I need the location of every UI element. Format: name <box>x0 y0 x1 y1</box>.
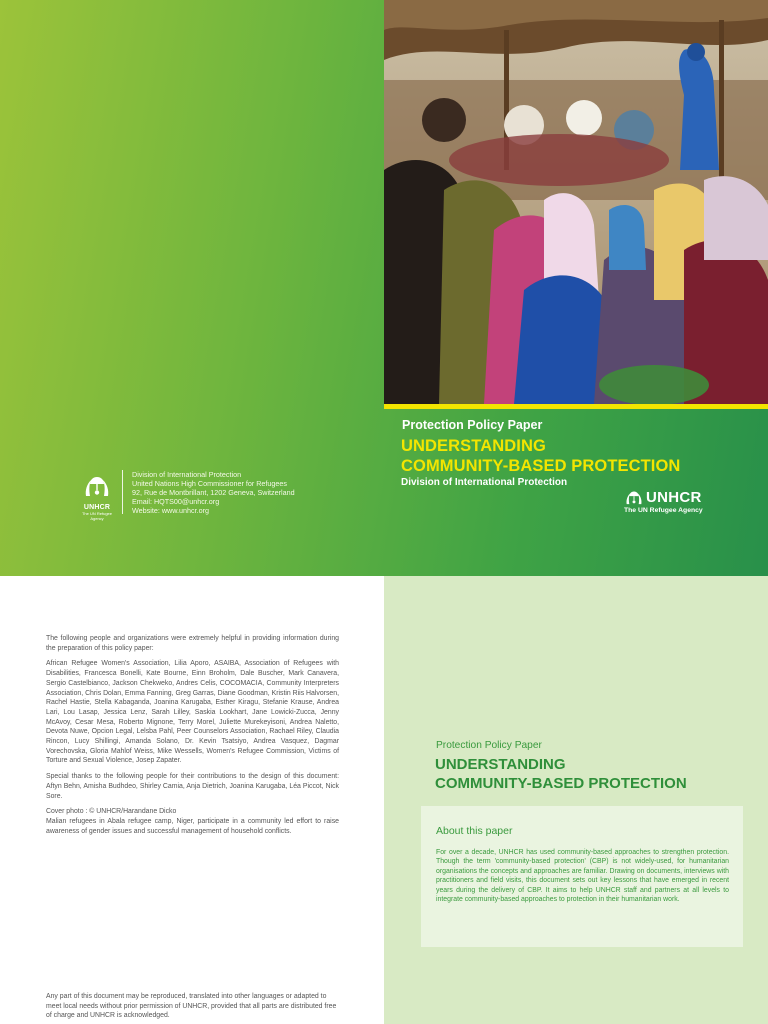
back-address-block <box>132 470 352 515</box>
acknowledgements <box>46 634 339 836</box>
inside-right-page <box>384 576 768 1024</box>
front-title-line1: UNDERSTANDING <box>401 437 546 455</box>
inside-title <box>435 755 687 793</box>
reproduction-note: Any part of this document may be reproduced, translated into other languages or adapted to meet local needs without prior permission of UNHCR, provided that all parts are distributed free of charge and UNHCR is acknowledged. <box>46 993 337 1020</box>
community-meeting-photo <box>384 0 768 404</box>
about-body: For over a decade, UNHCR has used community-based approaches to strengthen protection. Though the term 'community-based protection' (CBP) is not widely-used, for humanitarian organisations the concepts and approaches are familiar. Drawing on documents, interviews with practitioners and field visits, this document sets out key lessons that have emerged in recent years during the delivery of CBP. It aims to help UNHCR staff and partners at all levels to integrate community-based approaches to protection in their humanitarian work. <box>436 849 729 904</box>
unhcr-emblem-icon <box>82 474 112 498</box>
ack-special-thanks: Special thanks to the following people for their contributions to the design of this document: Aftyn Behn, Amisha Budhdeo, Shirley Camia, Anja Dietrich, Joanina Karugaba, Léa Piccot, Nick Sore. <box>46 773 339 800</box>
front-unhcr-logo <box>624 489 703 514</box>
inside-title-line1: UNDERSTANDING <box>435 756 566 773</box>
address-website[interactable]: Website: www.unhcr.org <box>132 506 209 516</box>
address-line: Division of International Protection <box>132 470 242 479</box>
front-title <box>401 436 680 476</box>
about-heading: About this paper <box>436 825 513 837</box>
front-kicker: Protection Policy Paper <box>402 418 543 432</box>
photo-caption: Malian refugees in Abala refugee camp, Niger, participate in a community led effort to raise awareness of gender issues and successful management of household conflicts. <box>46 817 339 835</box>
unhcr-emblem-icon <box>624 489 644 506</box>
ack-contributors: African Refugee Women's Association, Lilia Aporo, ASAIBA, Association of Refugees with Disabilities, Francesca Bonelli, Kate Bourne, Einn Broholm, Dale Buscher, Mark Canavera, Sergio Castelbianco, Jackson Chekweko, Andres Celis, COCOMACIA, Community Interpreters Association, Chris Dolan, Emma Fanning, Greg Garras, Diane Goodman, Kristin Riis Halvorsen, Rachel Hastie, Stella Kabaganda, Joanina Karugaba, Esther Kiragu, Stefanie Krause, Andrea Lari, Lou Lasap, Jessica Lenz, Sarah Lilley, Saskia Lookhart, Jane Lowicki-Zucca, Jenny McAvoy, Cesar Mesa, Roberto Mignone, Terry Morel, Juliette Murekeyisoni, Andrea Naletto, Devota Nuwe, Opcion Legal, Lelsba Pahl, Peer Counselors Association, Rachael Riley, Claudia Rincon, Lucy Shillingi, Amanda Solano, Dr. Kevin Tsatsiyo, Andrea Vasquez, Dagmar Vorechovska, Gloria Mahlof Weiss, Mike Wessells, Women's Refugee Commission, Victims of Torture and Sexual Violence, Josep Zapater. <box>46 660 339 765</box>
front-logo-tagline: The UN Refugee Agency <box>624 507 703 514</box>
photo-credit: Cover photo : © UNHCR/Harandane Dicko <box>46 808 177 816</box>
address-email[interactable]: Email: HQTS00@unhcr.org <box>132 497 220 507</box>
back-logo-wordmark: UNHCR <box>83 504 111 511</box>
address-line: 92, Rue de Montbrillant, 1202 Geneva, Switzerland <box>132 488 295 498</box>
front-title-line2: COMMUNITY-BASED PROTECTION <box>401 457 681 475</box>
address-line: United Nations High Commissioner for Refugees <box>132 479 287 489</box>
back-unhcr-logo <box>80 474 114 521</box>
front-subtitle: Division of International Protection <box>401 477 568 488</box>
ack-intro: The following people and organizations were extremely helpful in providing information during the preparation of this policy paper: <box>46 635 339 652</box>
yellow-accent-bar <box>384 404 768 409</box>
back-divider <box>122 470 123 514</box>
front-logo-wordmark: UNHCR <box>646 489 702 506</box>
back-logo-tagline: The UN Refugee Agency <box>81 511 112 521</box>
inside-title-line2: COMMUNITY-BASED PROTECTION <box>435 775 687 792</box>
cover-photo <box>384 0 768 404</box>
inside-kicker: Protection Policy Paper <box>436 740 542 751</box>
